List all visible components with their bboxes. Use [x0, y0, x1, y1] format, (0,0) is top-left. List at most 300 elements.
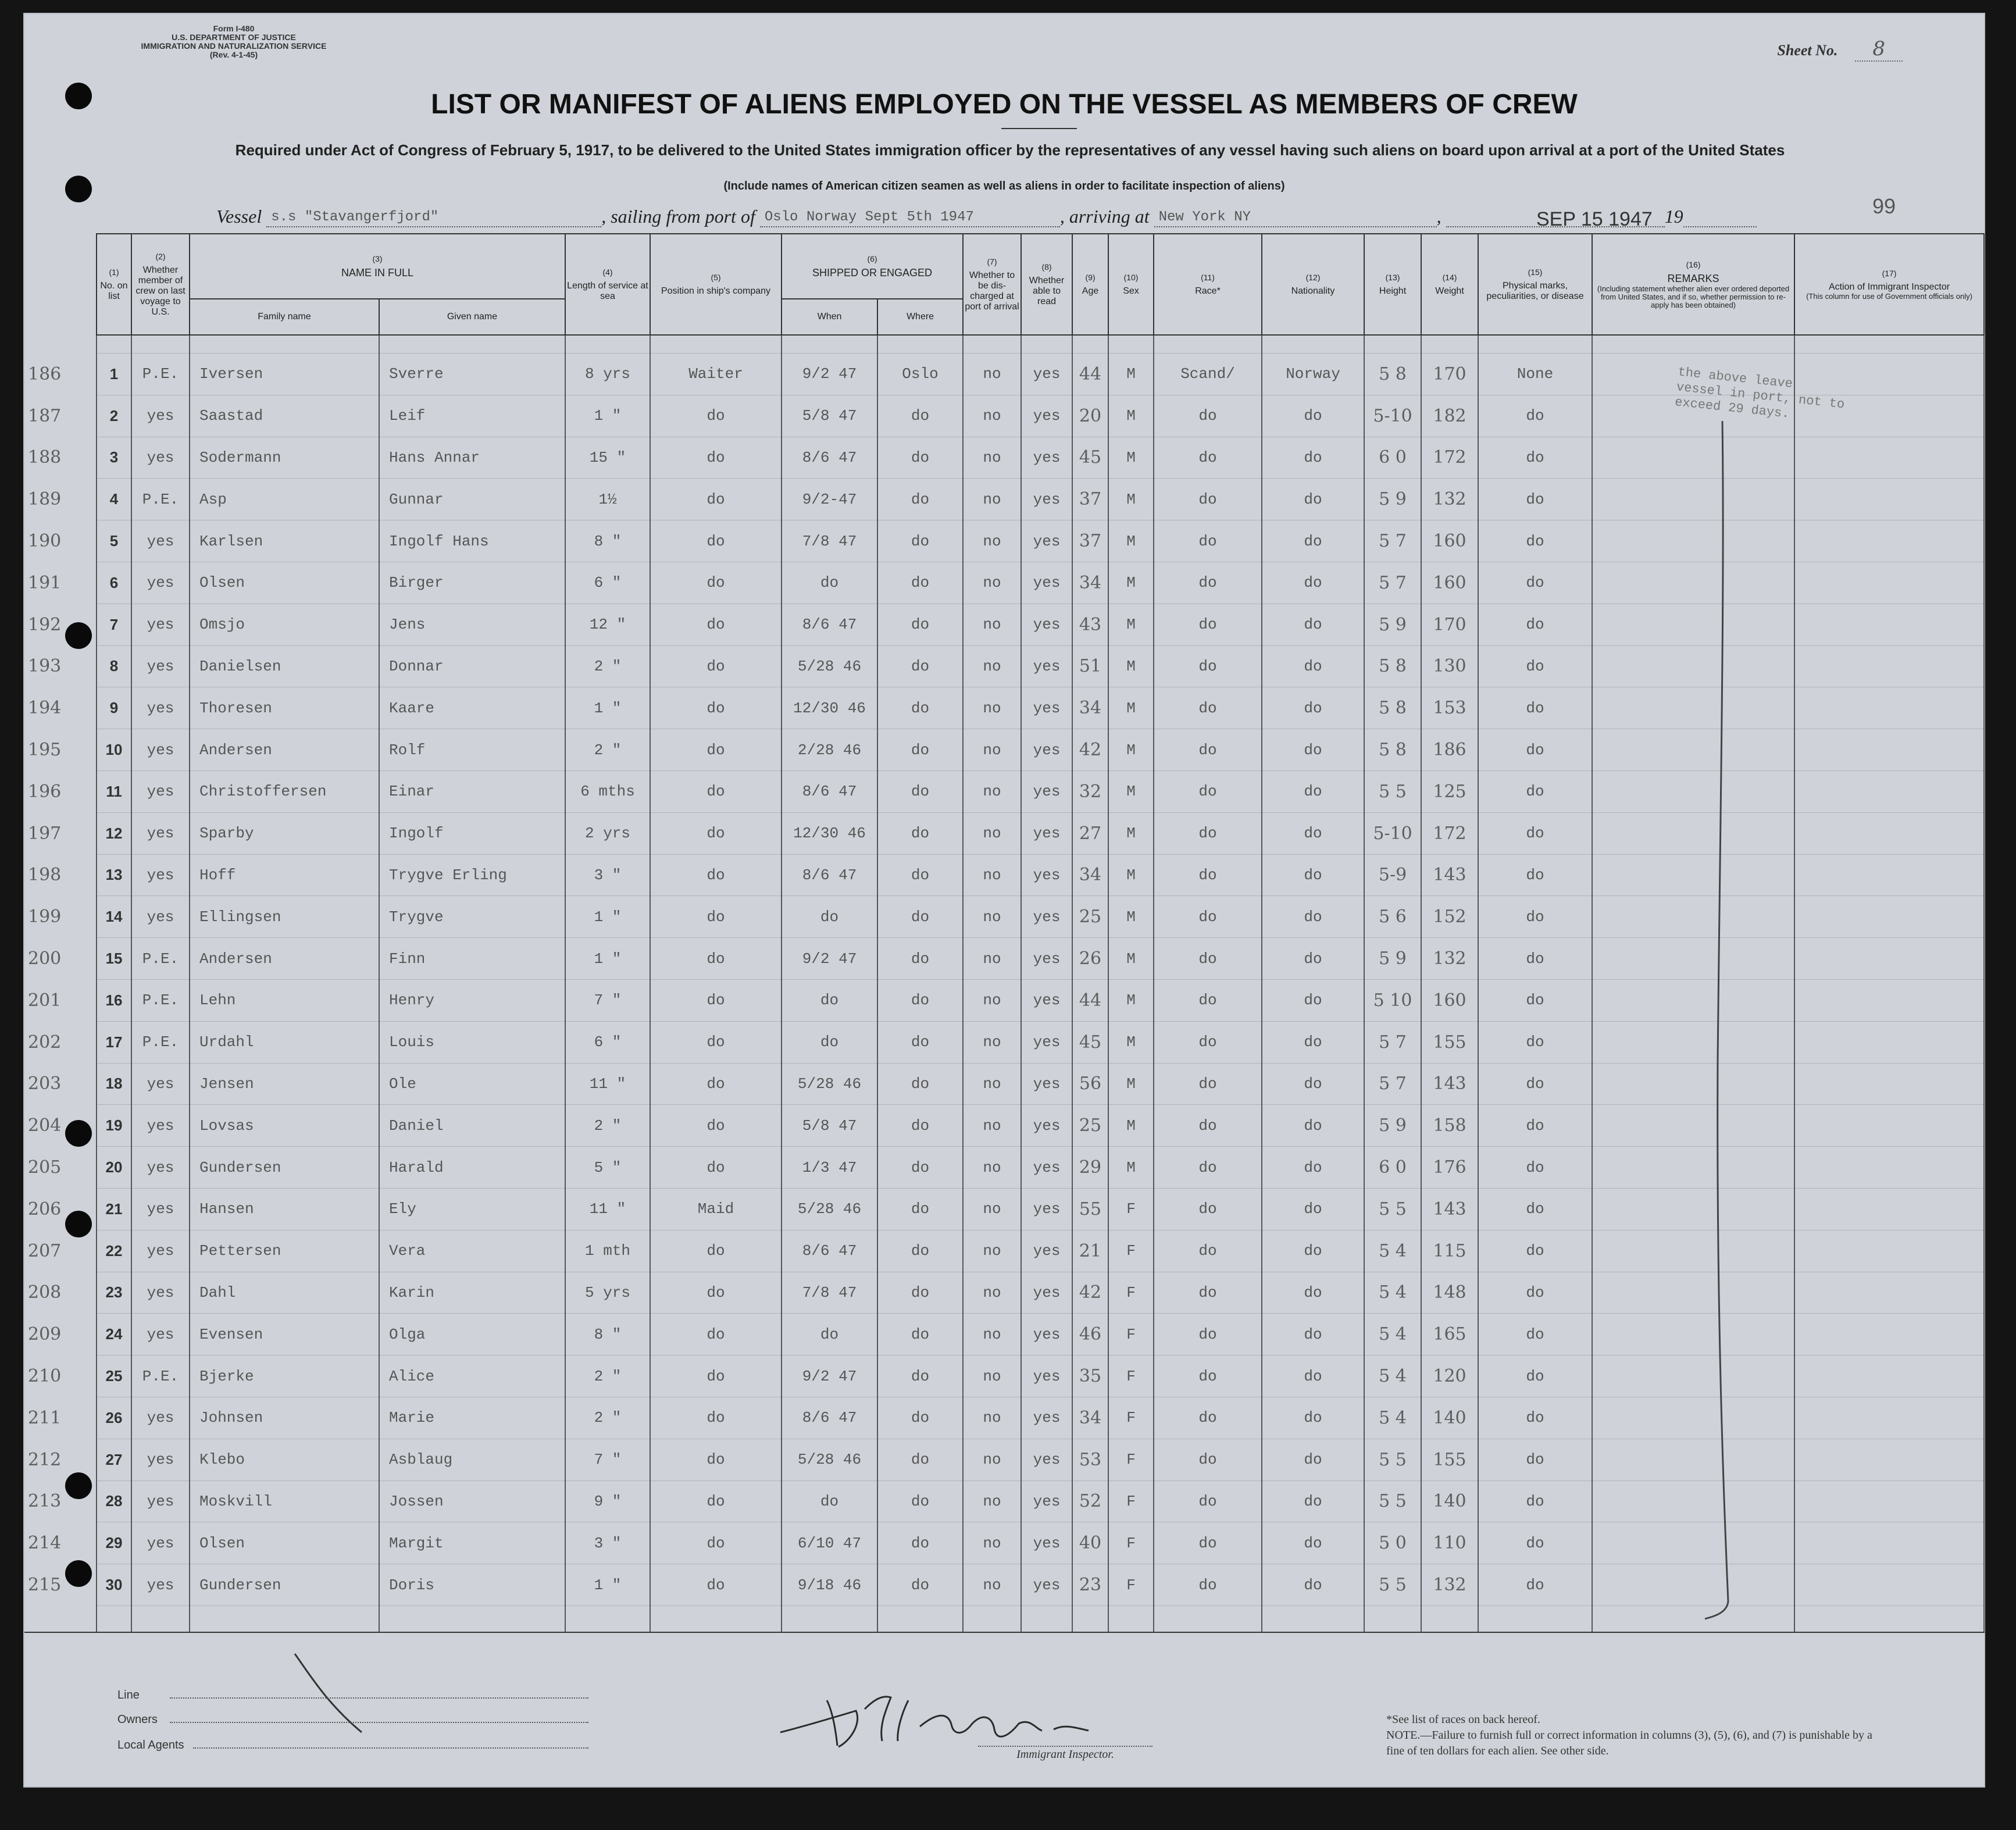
- inspector-action-cell: [1794, 1481, 1984, 1522]
- position-cell: do: [650, 1021, 782, 1063]
- last-voyage-cell: P.E.: [131, 1355, 190, 1397]
- given-name-cell: Vera: [379, 1230, 565, 1272]
- age-cell: 45: [1072, 1021, 1108, 1063]
- age-cell: 44: [1072, 979, 1108, 1021]
- remarks-cell: [1592, 938, 1794, 980]
- physical-marks-cell: do: [1478, 938, 1592, 980]
- shipped-when-cell: 8/6 47: [782, 437, 877, 479]
- punch-hole: [65, 1211, 92, 1237]
- year-label: 19: [1664, 206, 1683, 227]
- table-row: [24, 854, 1984, 896]
- physical-marks-cell: do: [1478, 479, 1592, 520]
- age-cell: 37: [1072, 479, 1108, 520]
- race-cell: do: [1154, 1272, 1262, 1314]
- department: U.S. DEPARTMENT OF JUSTICE: [172, 33, 296, 42]
- position-cell: do: [650, 1564, 782, 1606]
- sex-cell: F: [1108, 1564, 1154, 1606]
- shipped-when-cell: 12/30 46: [782, 812, 877, 854]
- inspector-action-cell: [1794, 896, 1984, 938]
- title-rule: [1001, 128, 1077, 129]
- weight-cell: 115: [1421, 1230, 1478, 1272]
- able-to-read-cell: yes: [1021, 1021, 1072, 1063]
- race-cell: do: [1154, 1188, 1262, 1230]
- manifest-sheet: [23, 13, 1985, 1788]
- col-remarks: (16) REMARKS (Including statement whether alien ever ordered deported from United States, and if so, whether permission to re-apply has been obtained): [1592, 234, 1794, 335]
- weight-cell: 153: [1421, 687, 1478, 729]
- line-number-cell: 193: [28, 656, 62, 677]
- shipped-when-cell: 7/8 47: [782, 520, 877, 562]
- length-of-service-cell: 2 ": [565, 729, 650, 771]
- table-row: [24, 1439, 1984, 1481]
- given-name-cell: Marie: [379, 1397, 565, 1439]
- page-number: 99: [1872, 194, 1896, 218]
- family-name-cell: Asp: [190, 479, 379, 520]
- weight-cell: 176: [1421, 1147, 1478, 1189]
- nationality-cell: do: [1262, 729, 1364, 771]
- family-name-cell: Thoresen: [190, 687, 379, 729]
- physical-marks-cell: do: [1478, 1355, 1592, 1397]
- able-to-read-cell: yes: [1021, 979, 1072, 1021]
- last-voyage-cell: P.E.: [131, 354, 190, 395]
- sex-cell: F: [1108, 1314, 1154, 1355]
- inspector-action-cell: [1794, 729, 1984, 771]
- race-cell: do: [1154, 1522, 1262, 1564]
- inspector-action-cell: [1794, 1147, 1984, 1189]
- race-cell: do: [1154, 562, 1262, 604]
- line-number-margin: [24, 234, 97, 335]
- discharged-cell: no: [963, 1272, 1021, 1314]
- list-number-cell: 4: [97, 479, 131, 520]
- race-cell: do: [1154, 1564, 1262, 1606]
- sex-cell: F: [1108, 1230, 1154, 1272]
- col-last-voyage: (2) Whether member of crew on last voyage to U.S.: [131, 234, 190, 335]
- list-number-cell: 12: [97, 812, 131, 854]
- vessel-label: Vessel: [216, 206, 262, 227]
- shipped-where-cell: do: [877, 437, 963, 479]
- shipped-when-cell: 9/2 47: [782, 938, 877, 980]
- nationality-cell: do: [1262, 1272, 1364, 1314]
- list-number-cell: 13: [97, 854, 131, 896]
- given-name-cell: Margit: [379, 1522, 565, 1564]
- col-given-name: Given name: [379, 299, 565, 335]
- last-voyage-cell: yes: [131, 1522, 190, 1564]
- punch-hole: [65, 83, 92, 109]
- weight-cell: 143: [1421, 1063, 1478, 1105]
- physical-marks-cell: do: [1478, 1439, 1592, 1481]
- line-number-cell: 204: [28, 1115, 62, 1136]
- able-to-read-cell: yes: [1021, 1355, 1072, 1397]
- able-to-read-cell: yes: [1021, 1188, 1072, 1230]
- race-cell: do: [1154, 645, 1262, 687]
- shipped-when-cell: 5/8 47: [782, 1105, 877, 1147]
- list-number-cell: 14: [97, 896, 131, 938]
- nationality-cell: do: [1262, 854, 1364, 896]
- weight-cell: 152: [1421, 896, 1478, 938]
- weight-cell: 132: [1421, 938, 1478, 980]
- age-cell: 46: [1072, 1314, 1108, 1355]
- given-name-cell: Karin: [379, 1272, 565, 1314]
- arriving-port: New York NY: [1154, 209, 1437, 227]
- family-name-cell: Ellingsen: [190, 896, 379, 938]
- last-voyage-cell: yes: [131, 562, 190, 604]
- inspector-action-cell: [1794, 562, 1984, 604]
- family-name-cell: Andersen: [190, 938, 379, 980]
- height-cell: 5-9: [1364, 854, 1421, 896]
- col-no-on-list: (1) No. on list: [97, 234, 131, 335]
- discharged-cell: no: [963, 1105, 1021, 1147]
- last-voyage-cell: yes: [131, 1230, 190, 1272]
- table-row: [24, 645, 1984, 687]
- age-cell: 52: [1072, 1481, 1108, 1522]
- length-of-service-cell: 6 ": [565, 562, 650, 604]
- discharged-cell: no: [963, 1188, 1021, 1230]
- shipped-when-cell: do: [782, 1314, 877, 1355]
- line-number-cell: 208: [28, 1282, 62, 1303]
- nationality-cell: do: [1262, 979, 1364, 1021]
- position-cell: do: [650, 770, 782, 812]
- col-weight: (14) Weight: [1421, 234, 1478, 335]
- remarks-cell: [1592, 979, 1794, 1021]
- col-inspector-action: (17) Action of Immigrant Inspector (This column for use of Government officials only): [1794, 234, 1984, 335]
- age-cell: 51: [1072, 645, 1108, 687]
- last-voyage-cell: yes: [131, 812, 190, 854]
- race-cell: do: [1154, 854, 1262, 896]
- table-row: [24, 812, 1984, 854]
- remarks-cell: [1592, 1522, 1794, 1564]
- able-to-read-cell: yes: [1021, 1439, 1072, 1481]
- line-number-cell: 206: [28, 1198, 62, 1219]
- sex-cell: M: [1108, 562, 1154, 604]
- shipped-where-cell: do: [877, 1439, 963, 1481]
- remarks-cell: [1592, 1147, 1794, 1189]
- table-row: [24, 479, 1984, 520]
- length-of-service-cell: 8 ": [565, 520, 650, 562]
- given-name-cell: Einar: [379, 770, 565, 812]
- race-cell: do: [1154, 1355, 1262, 1397]
- weight-cell: 160: [1421, 520, 1478, 562]
- family-name-cell: Urdahl: [190, 1021, 379, 1063]
- length-of-service-cell: 1 ": [565, 395, 650, 437]
- length-of-service-cell: 2 ": [565, 645, 650, 687]
- line-number-cell: 198: [28, 865, 62, 886]
- physical-marks-cell: do: [1478, 1105, 1592, 1147]
- nationality-cell: do: [1262, 1021, 1364, 1063]
- line-number-cell: 211: [28, 1407, 62, 1428]
- footnote: [1386, 1712, 1875, 1759]
- table-row: [24, 562, 1984, 604]
- punch-hole: [65, 176, 92, 202]
- position-cell: Maid: [650, 1188, 782, 1230]
- height-cell: 5 8: [1364, 645, 1421, 687]
- discharged-cell: no: [963, 1230, 1021, 1272]
- inspector-action-cell: [1794, 1314, 1984, 1355]
- remarks-cell: [1592, 1188, 1794, 1230]
- shipped-where-cell: do: [877, 1230, 963, 1272]
- nationality-cell: do: [1262, 1439, 1364, 1481]
- weight-cell: 182: [1421, 395, 1478, 437]
- weight-cell: 143: [1421, 854, 1478, 896]
- last-voyage-cell: P.E.: [131, 979, 190, 1021]
- remarks-cell: [1592, 1230, 1794, 1272]
- race-cell: do: [1154, 729, 1262, 771]
- table-row: [24, 1188, 1984, 1230]
- given-name-cell: Sverre: [379, 354, 565, 395]
- race-cell: do: [1154, 1397, 1262, 1439]
- shipped-where-cell: Oslo: [877, 354, 963, 395]
- line-number-cell: 186: [28, 363, 62, 384]
- age-cell: 56: [1072, 1063, 1108, 1105]
- family-name-cell: Gundersen: [190, 1564, 379, 1606]
- line-number-cell: 202: [28, 1032, 62, 1053]
- last-voyage-cell: yes: [131, 520, 190, 562]
- age-cell: 27: [1072, 812, 1108, 854]
- age-cell: 35: [1072, 1355, 1108, 1397]
- family-name-cell: Gundersen: [190, 1147, 379, 1189]
- discharged-cell: no: [963, 812, 1021, 854]
- last-voyage-cell: yes: [131, 1105, 190, 1147]
- able-to-read-cell: yes: [1021, 395, 1072, 437]
- list-number-cell: 30: [97, 1564, 131, 1606]
- table-row: [24, 729, 1984, 771]
- remarks-cell: [1592, 687, 1794, 729]
- line-number-cell: 190: [28, 531, 62, 552]
- fine-note: NOTE.—Failure to furnish full or correct information in columns (3), (5), (6), and (7) is punishable by a fine of ten dollars for each alien. See other side.: [1386, 1729, 1872, 1757]
- physical-marks-cell: do: [1478, 1063, 1592, 1105]
- sex-cell: F: [1108, 1522, 1154, 1564]
- inspector-action-cell: [1794, 520, 1984, 562]
- list-number-cell: 20: [97, 1147, 131, 1189]
- position-cell: do: [650, 1105, 782, 1147]
- shipped-where-cell: do: [877, 395, 963, 437]
- sex-cell: M: [1108, 979, 1154, 1021]
- family-name-cell: Christoffersen: [190, 770, 379, 812]
- age-cell: 55: [1072, 1188, 1108, 1230]
- race-cell: do: [1154, 1439, 1262, 1481]
- given-name-cell: Jens: [379, 604, 565, 645]
- col-family-name: Family name: [190, 299, 379, 335]
- shipped-where-cell: do: [877, 1564, 963, 1606]
- shipped-when-cell: do: [782, 562, 877, 604]
- shipped-where-cell: do: [877, 687, 963, 729]
- family-name-cell: Iversen: [190, 354, 379, 395]
- shipped-where-cell: do: [877, 1272, 963, 1314]
- given-name-cell: Leif: [379, 395, 565, 437]
- service: IMMIGRATION AND NATURALIZATION SERVICE: [141, 41, 327, 51]
- sex-cell: M: [1108, 687, 1154, 729]
- height-cell: 5 5: [1364, 1564, 1421, 1606]
- inspector-action-cell: [1794, 1188, 1984, 1230]
- able-to-read-cell: yes: [1021, 1272, 1072, 1314]
- last-voyage-cell: yes: [131, 896, 190, 938]
- discharged-cell: no: [963, 604, 1021, 645]
- nationality-cell: do: [1262, 687, 1364, 729]
- position-cell: do: [650, 604, 782, 645]
- col-able-to-read: (8) Whether able to read: [1021, 234, 1072, 335]
- list-number-cell: 22: [97, 1230, 131, 1272]
- family-name-cell: Moskvill: [190, 1481, 379, 1522]
- remarks-cell: [1592, 1481, 1794, 1522]
- nationality-cell: do: [1262, 437, 1364, 479]
- nationality-cell: do: [1262, 645, 1364, 687]
- sailing-label: , sailing from port of: [601, 206, 755, 227]
- age-cell: 45: [1072, 437, 1108, 479]
- inspector-label: Immigrant Inspector.: [978, 1746, 1152, 1761]
- nationality-cell: do: [1262, 812, 1364, 854]
- sex-cell: M: [1108, 938, 1154, 980]
- position-cell: do: [650, 1147, 782, 1189]
- physical-marks-cell: do: [1478, 1522, 1592, 1564]
- list-number-cell: 10: [97, 729, 131, 771]
- discharged-cell: no: [963, 395, 1021, 437]
- table-row: [24, 687, 1984, 729]
- height-cell: 5 8: [1364, 354, 1421, 395]
- remarks-cell: [1592, 770, 1794, 812]
- discharged-cell: no: [963, 979, 1021, 1021]
- shipped-when-cell: do: [782, 979, 877, 1021]
- remarks-cell: [1592, 1272, 1794, 1314]
- inspector-action-cell: [1794, 1355, 1984, 1397]
- shipped-where-cell: do: [877, 770, 963, 812]
- shipped-where-cell: do: [877, 1355, 963, 1397]
- age-cell: 40: [1072, 1522, 1108, 1564]
- age-cell: 32: [1072, 770, 1108, 812]
- weight-cell: 155: [1421, 1021, 1478, 1063]
- last-voyage-cell: P.E.: [131, 938, 190, 980]
- line-number-cell: 196: [28, 781, 62, 802]
- table-row: [24, 1355, 1984, 1397]
- line-number-cell: 209: [28, 1324, 62, 1345]
- able-to-read-cell: yes: [1021, 770, 1072, 812]
- line-number-cell: 197: [28, 823, 62, 844]
- sex-cell: M: [1108, 645, 1154, 687]
- list-number-cell: 1: [97, 354, 131, 395]
- shipped-where-cell: do: [877, 938, 963, 980]
- list-number-cell: 18: [97, 1063, 131, 1105]
- race-cell: Scand/: [1154, 354, 1262, 395]
- inspector-action-cell: [1794, 1397, 1984, 1439]
- able-to-read-cell: yes: [1021, 1314, 1072, 1355]
- shipped-where-cell: do: [877, 1147, 963, 1189]
- col-where: Where: [877, 299, 963, 335]
- length-of-service-cell: 15 ": [565, 437, 650, 479]
- list-number-cell: 25: [97, 1355, 131, 1397]
- list-number-cell: 5: [97, 520, 131, 562]
- weight-cell: 130: [1421, 645, 1478, 687]
- owners-field: Owners: [117, 1713, 588, 1726]
- length-of-service-cell: 7 ": [565, 1439, 650, 1481]
- discharged-cell: no: [963, 687, 1021, 729]
- col-discharged: (7) Whether to be dis-charged at port of arrival: [963, 234, 1021, 335]
- col-height: (13) Height: [1364, 234, 1421, 335]
- table-row: [24, 979, 1984, 1021]
- age-cell: 42: [1072, 1272, 1108, 1314]
- inspector-action-cell: [1794, 645, 1984, 687]
- given-name-cell: Alice: [379, 1355, 565, 1397]
- family-name-cell: Lovsas: [190, 1105, 379, 1147]
- remarks-cell: [1592, 520, 1794, 562]
- discharged-cell: no: [963, 770, 1021, 812]
- family-name-cell: Jensen: [190, 1063, 379, 1105]
- height-cell: 5 4: [1364, 1355, 1421, 1397]
- inspector-action-cell: [1794, 938, 1984, 980]
- race-cell: do: [1154, 1147, 1262, 1189]
- physical-marks-cell: do: [1478, 1188, 1592, 1230]
- family-name-cell: Johnsen: [190, 1397, 379, 1439]
- given-name-cell: Rolf: [379, 729, 565, 771]
- weight-cell: 110: [1421, 1522, 1478, 1564]
- remarks-cell: [1592, 1397, 1794, 1439]
- physical-marks-cell: do: [1478, 520, 1592, 562]
- nationality-cell: Norway: [1262, 354, 1364, 395]
- sex-cell: M: [1108, 1105, 1154, 1147]
- able-to-read-cell: yes: [1021, 645, 1072, 687]
- given-name-cell: Birger: [379, 562, 565, 604]
- table-row: [24, 770, 1984, 812]
- punch-hole: [65, 1120, 92, 1147]
- remarks-cell: [1592, 437, 1794, 479]
- position-cell: do: [650, 687, 782, 729]
- nationality-cell: do: [1262, 1522, 1364, 1564]
- remarks-cell: [1592, 1314, 1794, 1355]
- able-to-read-cell: yes: [1021, 1063, 1072, 1105]
- shipped-when-cell: 9/2 47: [782, 354, 877, 395]
- position-cell: do: [650, 645, 782, 687]
- position-cell: do: [650, 520, 782, 562]
- remarks-cell: [1592, 854, 1794, 896]
- length-of-service-cell: 8 ": [565, 1314, 650, 1355]
- vessel-name: s.s "Stavangerfjord": [266, 209, 601, 227]
- sex-cell: M: [1108, 1021, 1154, 1063]
- race-cell: do: [1154, 1481, 1262, 1522]
- able-to-read-cell: yes: [1021, 1397, 1072, 1439]
- height-cell: 5 10: [1364, 979, 1421, 1021]
- col-position: (5) Position in ship's company: [650, 234, 782, 335]
- list-number-cell: 2: [97, 395, 131, 437]
- physical-marks-cell: do: [1478, 1230, 1592, 1272]
- shipped-when-cell: 9/18 46: [782, 1564, 877, 1606]
- nationality-cell: do: [1262, 1481, 1364, 1522]
- sex-cell: M: [1108, 520, 1154, 562]
- shipped-when-cell: 5/28 46: [782, 645, 877, 687]
- sex-cell: M: [1108, 1147, 1154, 1189]
- height-cell: 5 9: [1364, 604, 1421, 645]
- sex-cell: M: [1108, 395, 1154, 437]
- remarks-cell: [1592, 812, 1794, 854]
- race-cell: do: [1154, 1063, 1262, 1105]
- height-cell: 5 7: [1364, 1021, 1421, 1063]
- physical-marks-cell: do: [1478, 854, 1592, 896]
- length-of-service-cell: 1½: [565, 479, 650, 520]
- length-of-service-cell: 1 ": [565, 896, 650, 938]
- height-cell: 5 5: [1364, 1481, 1421, 1522]
- height-cell: 5-10: [1364, 812, 1421, 854]
- family-name-cell: Sparby: [190, 812, 379, 854]
- shipped-where-cell: do: [877, 979, 963, 1021]
- age-cell: 21: [1072, 1230, 1108, 1272]
- last-voyage-cell: yes: [131, 1188, 190, 1230]
- length-of-service-cell: 11 ": [565, 1063, 650, 1105]
- given-name-cell: Henry: [379, 979, 565, 1021]
- inspector-action-cell: [1794, 854, 1984, 896]
- table-row: [24, 1564, 1984, 1606]
- discharged-cell: no: [963, 520, 1021, 562]
- table-end: [24, 1606, 1984, 1632]
- shipped-when-cell: 5/8 47: [782, 395, 877, 437]
- family-name-cell: Bjerke: [190, 1355, 379, 1397]
- line-number-cell: 188: [28, 447, 62, 468]
- discharged-cell: no: [963, 1314, 1021, 1355]
- weight-cell: 140: [1421, 1397, 1478, 1439]
